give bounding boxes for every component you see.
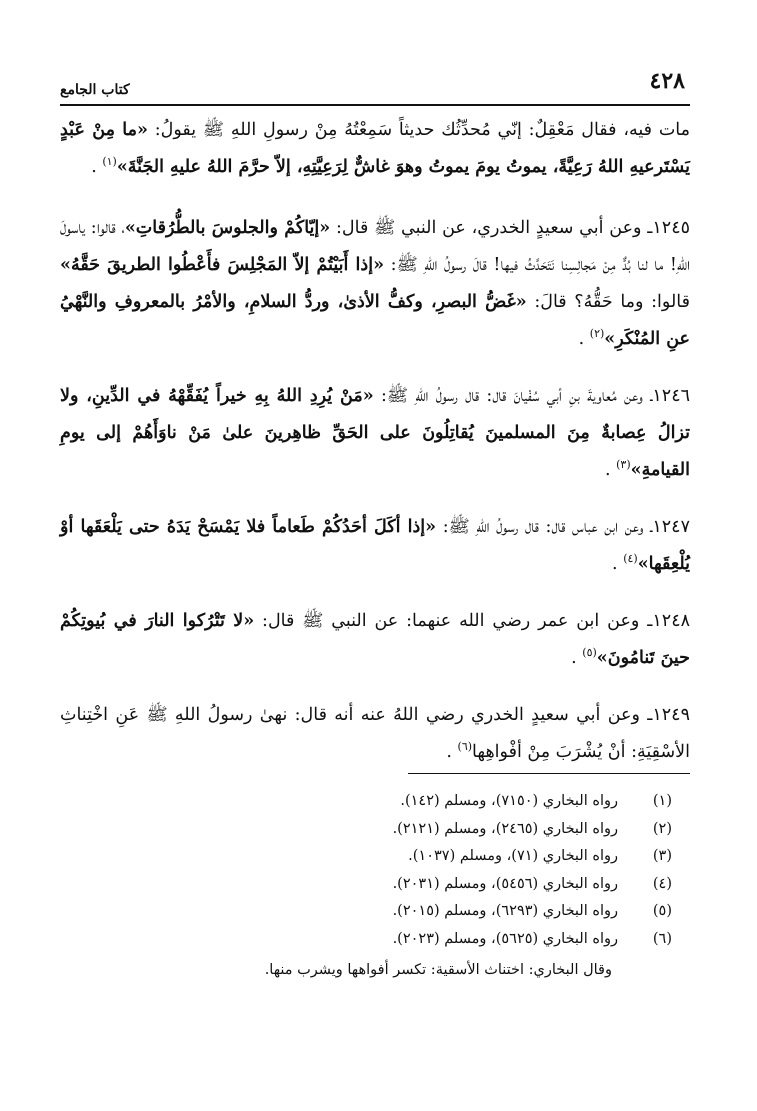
footnote-ref: (٣): [616, 458, 631, 472]
paragraph-middle: قالوا: وما حَقُّهُ؟ قالَ:: [526, 292, 690, 312]
footnote-text: رواه البخاري (٧١)، ومسلم (١٠٣٧).: [408, 848, 618, 864]
footnote-ref: (٢): [589, 327, 605, 341]
footnote-number: (١): [652, 793, 672, 809]
page-body: [60, 112, 690, 791]
footnotes: [60, 788, 672, 985]
footnote-ref: (١): [102, 155, 117, 169]
footnote-text: رواه البخاري (٥٦٢٥)، ومسلم (٢٠٢٣).: [392, 930, 618, 947]
hadith-quote: «غَضُّ البصرِ، وكفُّ الأذىٰ، وردُّ السلامِ، والأمْرُ بالمعروفِ والنَّهْيُ عنِ المُنْكَرِ»: [60, 292, 690, 349]
page-header: [60, 68, 685, 102]
footnote-item: [60, 816, 672, 844]
paragraph-intro: وعن ابن عمر رضي الله عنهما: عن النبي ﷺ قال:: [254, 611, 640, 631]
paragraph-tail: .: [612, 554, 624, 574]
hadith-quote: «لا تَتْرُكوا النارَ في بُيوتِكُمْ حينَ تَنامُونَ»: [60, 611, 690, 668]
footnote-number: (٥): [652, 903, 672, 919]
paragraph-intro: وعن أبي سعيدٍ الخدري رضي اللهُ عنه أنه قال: نهىٰ رسولُ اللهِ ﷺ عَنِ اخْتِناثِ الأسْقِيَةِ: أنْ يُشْرَبَ مِنْ أفْواهِها: [60, 705, 690, 762]
footnote-item: [60, 843, 672, 871]
hadith-quote: «مَنْ يُرِدِ اللهُ بِهِ خيراً يُفَقِّهْهُ في الدِّينِ، ولا تزالُ عِصابةٌ مِنَ المسلمينَ يُقاتِلُونَ على الحَقِّ ظاهِرينَ علىٰ مَنْ ناوَأَهُمْ إلى يومِ القيامةِ»: [60, 386, 690, 480]
paragraph-tail: .: [604, 460, 617, 480]
footnote-ref: (٦): [457, 740, 473, 754]
book-title: كتاب الجامع: [60, 82, 130, 98]
footnote-item: [60, 871, 672, 899]
footnote-number: (٦): [652, 930, 672, 947]
paragraph-intro: مات فيه، فقال مَعْقِلٌ: إنّي مُحدِّثُك حديثاً سَمِعْتُهُ مِنْ رسولِ اللهِ ﷺ يقولُ:: [147, 120, 691, 140]
paragraph-continuation: [60, 112, 690, 186]
footnote-note: وقال البخاري: اختناث الأسقية: تكسر أفواهها ويشرب منها.: [264, 962, 612, 978]
paragraph-tail: .: [578, 329, 590, 349]
paragraph-intro: وعن أبي سعيدٍ الخدري، عن النبي ﷺ قال:: [330, 218, 642, 238]
footnote-text: رواه البخاري (٥٤٥٦)، ومسلم (٢٠٣١).: [392, 875, 618, 892]
hadith-1249: [60, 697, 690, 771]
footnote-item: [60, 898, 672, 926]
hadith-1246: [60, 378, 690, 489]
footnote-text: رواه البخاري (٦٢٩٣)، ومسلم (٢٠١٥).: [392, 903, 618, 919]
hadith-quote: «إيّاكُمْ والجلوسَ بالطُّرُقاتِ»: [124, 218, 331, 238]
footnote-item: [60, 926, 672, 954]
hadith-1248: [60, 603, 690, 677]
hadith-quote: «ما مِنْ عَبْدٍ يَسْتَرعيهِ اللهُ رَعِيَّةً، يموتُ يومَ يموتُ وهوَ غاشٌّ لِرَعِيَّتِهِ، إلاّ حرَّمَ اللهُ عليهِ الجَنَّةَ»: [60, 120, 690, 177]
footnote-ref: (٤): [623, 552, 638, 566]
header-rule: [60, 104, 690, 106]
footnote-ref: (٥): [582, 646, 597, 660]
hadith-1245: [60, 210, 690, 358]
footnote-number: (٢): [652, 820, 672, 837]
hadith-number: ١٢٤٦ـ: [642, 386, 690, 406]
hadith-1247: [60, 509, 690, 583]
hadith-number: ١٢٤٩ـ: [639, 705, 690, 725]
paragraph-intro: وعن ابن عباس قال: قال رسولُ اللهِ ﷺ:: [436, 517, 644, 537]
footnote-text: رواه البخاري (٢٤٦٥)، ومسلم (٢١٢١).: [392, 820, 618, 837]
paragraph-middle: ، قالوا: ياسولَ اللهِ! ما لنا بُدٌّ مِنْ مَجالِسِنا نَتَحَدَّثُ فيها! قالَ رسولُ اللهِ ﷺ:: [60, 218, 690, 275]
footnote-number: (٤): [652, 875, 672, 892]
paragraph-tail: .: [571, 648, 583, 668]
page-number: ٤٢٨: [649, 68, 685, 94]
footnote-number: (٣): [652, 848, 672, 864]
footnote-text: رواه البخاري (٧١٥٠)، ومسلم (١٤٢).: [400, 793, 618, 809]
paragraph-intro: وعن مُعاويةَ بنِ أبي سُفْيانَ قال: قال رسولُ اللهِ ﷺ:: [373, 386, 643, 406]
footnote-separator: [408, 773, 690, 774]
footnote-item: [60, 788, 672, 816]
hadith-number: ١٢٤٨ـ: [639, 611, 690, 631]
hadith-quote: «إذا أَبَيْتُمْ إلاّ المَجْلِسَ فأَعْطُوا الطريقَ حَقَّهُ»: [60, 255, 385, 275]
hadith-number: ١٢٤٧ـ: [643, 517, 690, 537]
paragraph-tail: .: [446, 742, 458, 762]
hadith-number: ١٢٤٥ـ: [641, 218, 690, 238]
paragraph-tail: .: [91, 157, 103, 177]
hadith-quote: «إذا أكَلَ أحَدُكُمْ طَعاماً فلا يَمْسَحْ يَدَهُ حتى يَلْعَقَها أوْ يُلْعِقَها»: [60, 517, 690, 574]
